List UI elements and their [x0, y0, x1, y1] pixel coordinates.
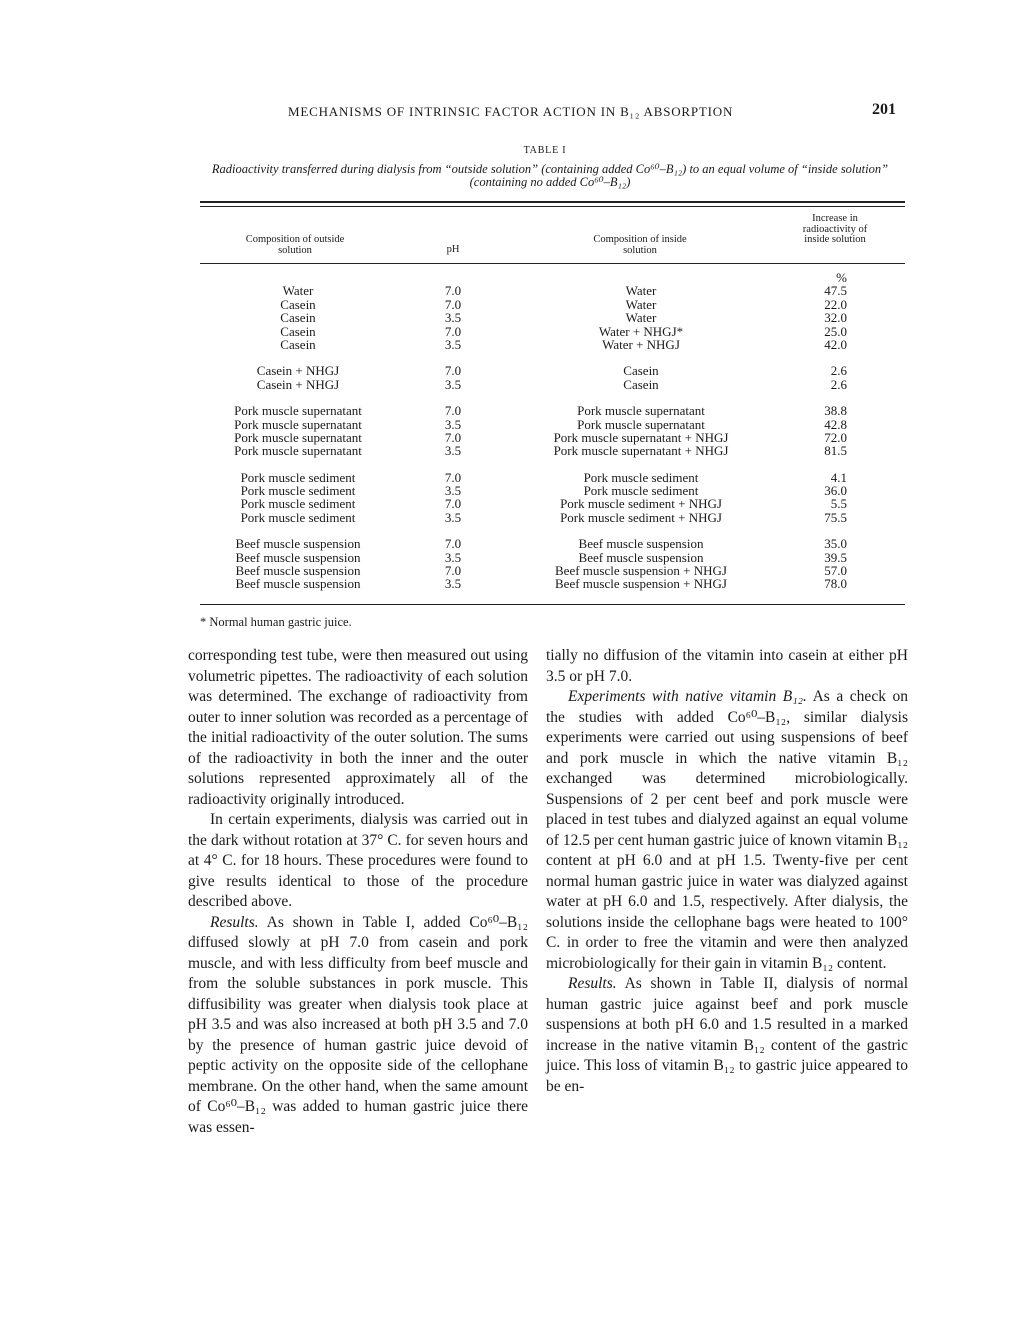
increase-value: 2.6: [830, 363, 847, 379]
increase-value: 72.0: [824, 429, 847, 445]
increase-value: 47.5: [824, 283, 847, 299]
outside-solution: Pork muscle supernatant: [234, 443, 362, 459]
header-ph: pH: [446, 244, 460, 255]
outside-solution: Pork muscle sediment: [240, 496, 356, 512]
increase-value: 4.1: [830, 469, 847, 485]
inside-solution: Pork muscle supernatant + NHGJ: [553, 443, 729, 459]
table-label: TABLE I: [523, 145, 567, 156]
paragraph-text: As shown in Table II, dialysis of normal human gastric juice against beef and pork muscle suspensions at both pH 6.0 and 1.5 resulted in a marked increase in the native vitamin B₁₂ content of the gastric juice. This loss of vitamin B₁₂ to gastric juice appeared to be en-: [546, 975, 908, 1095]
outside-solution: Pork muscle sediment: [240, 469, 356, 485]
outside-solution: Beef muscle suspension: [235, 536, 361, 552]
inside-solution: Pork muscle sediment + NHGJ: [560, 509, 722, 525]
group-gap: [200, 458, 905, 471]
paragraph-lead: Results.: [568, 975, 617, 992]
ph-value: 7.0: [444, 296, 462, 312]
ph-value: 3.5: [444, 310, 462, 326]
table-row: [200, 511, 905, 524]
outside-solution: Beef muscle suspension: [235, 563, 361, 579]
table-row: [200, 537, 905, 550]
inside-solution: Casein: [623, 376, 659, 392]
ph-value: 7.0: [444, 323, 462, 339]
outside-solution: Beef muscle suspension: [235, 549, 361, 565]
right-column: [546, 646, 908, 1097]
paragraph: [188, 913, 528, 1139]
outside-solution: Pork muscle supernatant: [234, 429, 362, 445]
increase-value: 25.0: [824, 323, 847, 339]
paragraph: [546, 974, 908, 1097]
ph-value: 3.5: [444, 416, 462, 432]
paragraph-lead: Experiments with native vitamin B₁₂.: [568, 688, 807, 705]
inside-solution: Water: [625, 310, 657, 326]
inside-solution: Pork muscle sediment: [583, 483, 699, 499]
inside-solution: Beef muscle suspension + NHGJ: [555, 563, 727, 579]
table-caption: Radioactivity transferred during dialysis from “outside solution” (containing added Co⁶⁰–B₁₂) to an equal volume of “inside solution” (containing no added Co⁶⁰–B₁₂): [211, 162, 889, 189]
increase-value: 57.0: [824, 563, 847, 579]
inside-solution: Water: [625, 283, 657, 299]
ph-value: 7.0: [444, 429, 462, 445]
increase-value: 78.0: [824, 576, 847, 592]
paragraph: [188, 810, 528, 913]
table-row: [200, 311, 905, 324]
paragraph-text: tially no diffusion of the vitamin into casein at either pH 3.5 or pH 7.0.: [546, 647, 908, 685]
ph-value: 3.5: [444, 336, 462, 352]
increase-value: 22.0: [824, 296, 847, 312]
increase-value: 36.0: [824, 483, 847, 499]
table-row: [200, 564, 905, 577]
outside-solution: Pork muscle supernatant: [234, 416, 362, 432]
running-title: MECHANISMS OF INTRINSIC FACTOR ACTION IN B₁₂ ABSORPTION: [288, 104, 734, 119]
ph-value: 7.0: [444, 363, 462, 379]
increase-value: 38.8: [824, 403, 847, 419]
table-row: [200, 404, 905, 417]
inside-solution: Pork muscle supernatant: [577, 403, 705, 419]
outside-solution: Casein: [280, 336, 316, 352]
table-row: [200, 551, 905, 564]
table-row: [200, 431, 905, 444]
outside-solution: Casein: [280, 296, 316, 312]
paragraph-text: In certain experiments, dialysis was carried out in the dark without rotation at 37° C. for seven hours and at 4° C. for 18 hours. These procedures were found to give results identical to those of the procedure described above.: [188, 811, 528, 910]
outside-solution: Pork muscle supernatant: [234, 403, 362, 419]
paragraph: [546, 646, 908, 687]
increase-value: 75.5: [824, 509, 847, 525]
ph-value: 3.5: [444, 483, 462, 499]
outside-solution: Casein: [280, 323, 316, 339]
inside-solution: Pork muscle supernatant: [577, 416, 705, 432]
inside-solution: Water + NHGJ*: [598, 323, 684, 339]
table-row: [200, 444, 905, 457]
table-row: [200, 338, 905, 351]
table-row: [200, 298, 905, 311]
paragraph-text: corresponding test tube, were then measured out using volumetric pipettes. The radioactivity of each solution was determined. The exchange of radioactivity from outer to inner solution was recorded as a percentage of the initial radioactivity of the outer solution. The sums of the radioactivity in both the inner and the outer solutions represented approximately all of the radioactivity originally introduced.: [188, 647, 528, 808]
table-top-rule-2: [200, 206, 905, 207]
paragraph-text: As a check on the studies with added Co⁶⁰–B₁₂, similar dialysis experiments were carried out using suspensions of beef and pork muscle in which the native vitamin B₁₂ exchanged was determined microbiologically. Suspensions of 2 per cent beef and pork muscle were placed in test tubes and dialyzed against an equal volume of 12.5 per cent human gastric juice of known vitamin B₁₂ content at pH 6.0 and at pH 1.5. Twenty-five per cent normal human gastric juice in water was dialyzed against water at pH 6.0 and 1.5, respectively. After dialysis, the solutions inside the cellophane bags were heated to 100° C. in order to free the vitamin and were then analyzed microbiologically for their gain in vitamin B₁₂ content.: [546, 688, 908, 972]
table-row: [200, 577, 905, 590]
increase-value: 35.0: [824, 536, 847, 552]
increase-value: 2.6: [830, 376, 847, 392]
inside-solution: Casein: [623, 363, 659, 379]
inside-solution: Pork muscle supernatant + NHGJ: [553, 429, 729, 445]
paragraph: [188, 646, 528, 810]
increase-value: 81.5: [824, 443, 847, 459]
table-bottom-rule: [200, 604, 905, 605]
outside-solution: Beef muscle suspension: [235, 576, 361, 592]
inside-solution: Beef muscle suspension + NHGJ: [555, 576, 727, 592]
ph-value: 3.5: [444, 576, 462, 592]
ph-value: 3.5: [444, 549, 462, 565]
increase-value: 42.8: [824, 416, 847, 432]
table-header-rule: [200, 263, 905, 264]
ph-value: 3.5: [444, 509, 462, 525]
ph-value: 7.0: [444, 469, 462, 485]
ph-value: 7.0: [444, 563, 462, 579]
table-row: [200, 484, 905, 497]
table-row: [200, 364, 905, 377]
inside-solution: Beef muscle suspension: [578, 536, 704, 552]
header-increase: Increase in radioactivity of inside solution: [802, 213, 868, 245]
increase-value: 39.5: [824, 549, 847, 565]
table-row: [200, 325, 905, 338]
inside-solution: Water: [625, 296, 657, 312]
table-row: [200, 378, 905, 391]
paragraph: [546, 687, 908, 974]
table-row: [200, 471, 905, 484]
outside-solution: Casein + NHGJ: [256, 376, 340, 392]
ph-value: 7.0: [444, 283, 462, 299]
inside-solution: Water + NHGJ: [602, 336, 680, 352]
increase-value: 42.0: [824, 336, 847, 352]
table-body: [200, 271, 905, 591]
outside-solution: Pork muscle sediment: [240, 483, 356, 499]
inside-solution: Pork muscle sediment + NHGJ: [560, 496, 722, 512]
table-footnote: * Normal human gastric juice.: [200, 615, 352, 629]
page-number: 201: [872, 101, 896, 118]
paragraph-lead: Results.: [210, 913, 259, 931]
outside-solution: Pork muscle sediment: [240, 509, 356, 525]
inside-solution: Pork muscle sediment: [583, 469, 699, 485]
ph-value: 3.5: [444, 443, 462, 459]
ph-value: 7.0: [444, 536, 462, 552]
header-inside: Composition of inside solution: [593, 234, 687, 256]
outside-solution: Casein: [280, 310, 316, 326]
inside-solution: Beef muscle suspension: [578, 549, 704, 565]
table-row: [200, 418, 905, 431]
outside-solution: Casein + NHGJ: [256, 363, 340, 379]
header-outside: Composition of outside solution: [245, 234, 345, 256]
ph-value: 7.0: [444, 403, 462, 419]
table-top-rule: [200, 201, 905, 203]
table-row: [200, 497, 905, 510]
table-row: [200, 284, 905, 297]
left-column: [188, 646, 528, 1138]
increase-value: 5.5: [830, 496, 847, 512]
ph-value: 7.0: [444, 496, 462, 512]
increase-value: 32.0: [824, 310, 847, 326]
ph-value: 3.5: [444, 376, 462, 392]
unit-label: %: [836, 270, 847, 285]
outside-solution: Water: [282, 283, 314, 299]
paragraph-text: As shown in Table I, added Co⁶⁰–B₁₂ diffused slowly at pH 7.0 from casein and pork muscle, and with less difficulty from beef muscle and from the soluble substances in pork muscle. This diffusibility was greater when dialysis took place at pH 3.5 and was also increased at both pH 3.5 and 7.0 by the presence of human gastric juice devoid of peptic activity on the opposite side of the cellophane membrane. On the other hand, when the same amount of Co⁶⁰–B₁₂ was added to human gastric juice there was essen-: [188, 913, 528, 1136]
